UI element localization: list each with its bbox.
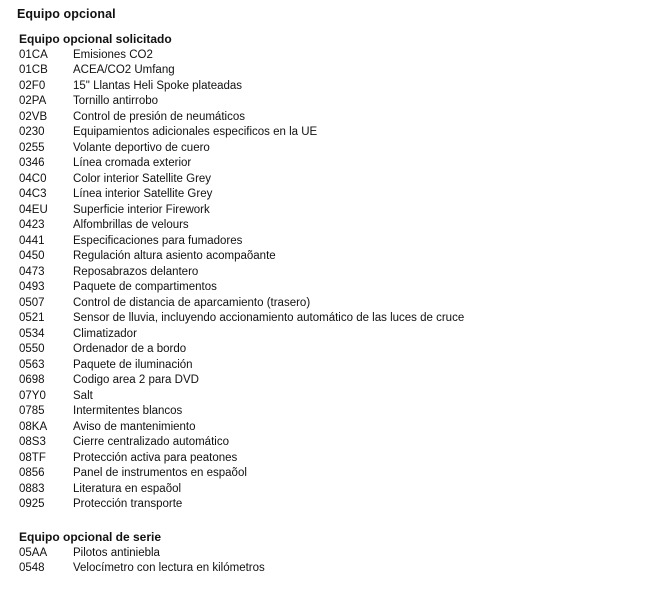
option-row bbox=[19, 203, 464, 219]
option-row bbox=[19, 404, 464, 420]
option-code: 0563 bbox=[19, 358, 45, 371]
option-description: Salt bbox=[73, 389, 93, 402]
option-row bbox=[19, 172, 464, 188]
option-row bbox=[19, 125, 464, 141]
option-row bbox=[19, 435, 464, 451]
option-description: Climatizador bbox=[73, 327, 137, 340]
option-code: 05AA bbox=[19, 546, 48, 559]
option-row bbox=[19, 187, 464, 203]
option-row bbox=[19, 373, 464, 389]
option-description: ACEA/CO2 Umfang bbox=[73, 64, 175, 76]
option-code: 01CA bbox=[19, 48, 48, 61]
option-description: Emisiones CO2 bbox=[73, 48, 153, 61]
option-row bbox=[19, 358, 464, 374]
option-description: Paquete de compartimentos bbox=[73, 281, 217, 293]
option-row bbox=[19, 327, 464, 343]
option-description: Velocímetro con lectura en kilómetros bbox=[73, 562, 265, 574]
option-description: Sensor de lluvia, incluyendo accionamiento automático de las luces de cruce bbox=[73, 312, 465, 324]
option-code: 0856 bbox=[19, 467, 45, 479]
option-code: 08TF bbox=[19, 451, 46, 464]
option-code: 01CB bbox=[19, 64, 48, 76]
option-row bbox=[19, 280, 464, 296]
option-code: 02F0 bbox=[19, 79, 46, 92]
option-row bbox=[19, 48, 464, 64]
option-code: 0507 bbox=[19, 296, 45, 309]
option-description: Tornillo antirrobo bbox=[73, 95, 159, 107]
option-code: 02PA bbox=[19, 95, 47, 107]
option-code: 0493 bbox=[19, 281, 45, 293]
option-code: 07Y0 bbox=[19, 389, 46, 402]
option-row bbox=[19, 63, 464, 79]
section-requested-options bbox=[19, 32, 464, 513]
option-description: Color interior Satellite Grey bbox=[73, 172, 212, 185]
section-standard-options bbox=[19, 530, 265, 577]
option-row bbox=[19, 482, 464, 498]
option-description: Literatura en espaõol bbox=[73, 482, 182, 495]
option-description: Ordenador de a bordo bbox=[73, 343, 187, 355]
option-description: Pilotos antiniebla bbox=[73, 546, 160, 559]
option-row bbox=[19, 156, 464, 172]
document-title: Equipo opcional bbox=[17, 7, 116, 21]
option-row bbox=[19, 94, 464, 110]
option-code: 0548 bbox=[19, 562, 45, 574]
option-row bbox=[19, 249, 464, 265]
option-row bbox=[19, 497, 464, 513]
option-code: 0785 bbox=[19, 405, 45, 417]
section-heading: Equipo opcional solicitado bbox=[19, 32, 172, 46]
section-heading: Equipo opcional de serie bbox=[19, 530, 162, 544]
option-row bbox=[19, 265, 464, 281]
option-description: Control de presión de neumáticos bbox=[73, 110, 245, 123]
option-description: Volante deportivo de cuero bbox=[73, 141, 210, 154]
option-description: Superficie interior Firework bbox=[73, 203, 210, 216]
option-code: 0550 bbox=[19, 343, 45, 355]
option-description: Intermitentes blancos bbox=[73, 405, 183, 417]
option-code: 0423 bbox=[19, 219, 45, 231]
option-code: 08S3 bbox=[19, 436, 46, 448]
option-code: 0521 bbox=[19, 312, 45, 324]
option-row bbox=[19, 110, 464, 126]
option-description: Protección transporte bbox=[73, 498, 183, 510]
option-code: 0230 bbox=[19, 126, 45, 138]
option-description: Regulación altura asiento acompaõante bbox=[73, 250, 276, 262]
option-row bbox=[19, 420, 464, 436]
option-code: 04C3 bbox=[19, 188, 47, 200]
option-code: 04C0 bbox=[19, 172, 47, 185]
option-code: 0473 bbox=[19, 265, 45, 278]
option-row bbox=[19, 466, 464, 482]
option-description: Paquete de iluminación bbox=[73, 358, 193, 371]
option-description: Protección activa para peatones bbox=[73, 451, 238, 464]
option-description: Panel de instrumentos en espaõol bbox=[73, 467, 247, 479]
option-row bbox=[19, 218, 464, 234]
option-code: 0255 bbox=[19, 141, 45, 154]
option-row bbox=[19, 234, 464, 250]
option-row bbox=[19, 342, 464, 358]
option-row bbox=[19, 311, 464, 327]
option-description: Control de distancia de aparcamiento (trasero) bbox=[73, 296, 311, 309]
option-code: 0450 bbox=[19, 250, 45, 262]
option-row bbox=[19, 561, 265, 577]
option-description: Codigo area 2 para DVD bbox=[73, 374, 199, 386]
option-code: 08KA bbox=[19, 420, 48, 433]
option-list bbox=[19, 48, 464, 513]
option-description: Reposabrazos delantero bbox=[73, 265, 199, 278]
option-description: Aviso de mantenimiento bbox=[73, 420, 196, 433]
option-row bbox=[19, 79, 464, 95]
option-row bbox=[19, 546, 265, 562]
option-description: Línea cromada exterior bbox=[73, 157, 192, 169]
option-code: 0346 bbox=[19, 157, 45, 169]
option-code: 0925 bbox=[19, 498, 45, 510]
option-code: 0441 bbox=[19, 234, 45, 247]
option-list bbox=[19, 546, 265, 577]
option-description: Alfombrillas de velours bbox=[73, 219, 189, 231]
option-row bbox=[19, 451, 464, 467]
option-description: 15" Llantas Heli Spoke plateadas bbox=[73, 79, 243, 92]
option-row bbox=[19, 296, 464, 312]
option-code: 02VB bbox=[19, 110, 48, 123]
option-code: 04EU bbox=[19, 203, 48, 216]
option-code: 0534 bbox=[19, 327, 45, 340]
option-code: 0883 bbox=[19, 482, 45, 495]
option-code: 0698 bbox=[19, 374, 45, 386]
option-row bbox=[19, 389, 464, 405]
option-row bbox=[19, 141, 464, 157]
option-description: Especificaciones para fumadores bbox=[73, 234, 243, 247]
option-description: Equipamientos adicionales especificos en la UE bbox=[73, 126, 318, 138]
option-description: Cierre centralizado automático bbox=[73, 436, 229, 448]
option-description: Línea interior Satellite Grey bbox=[73, 188, 213, 200]
